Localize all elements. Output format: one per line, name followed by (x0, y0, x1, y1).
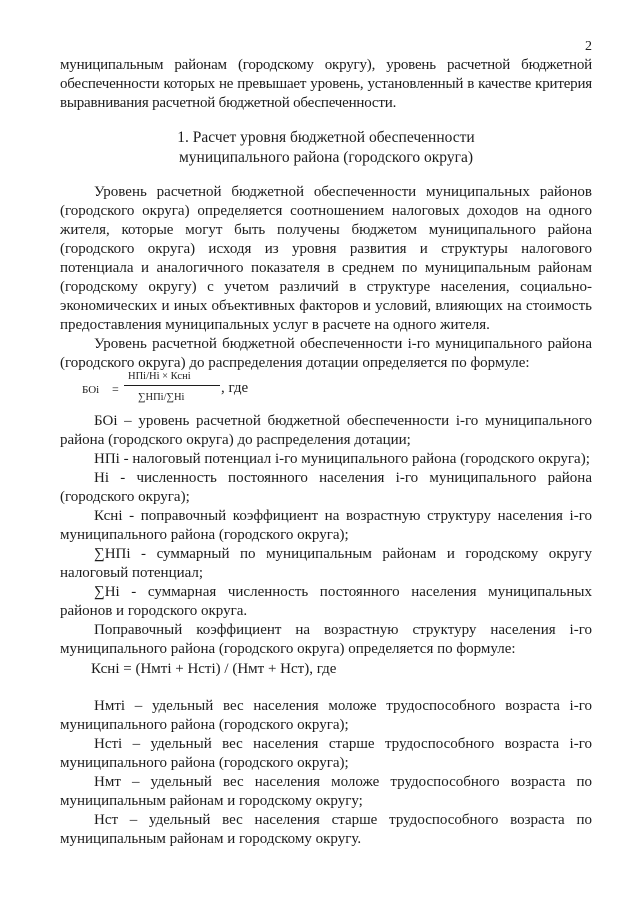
definition-item: Нмтi – удельный вес населения моложе трудоспособного возраста i-го муниципального района (городского округа); (60, 698, 592, 733)
page-number: 2 (585, 39, 592, 54)
formula-bo-numerator: НПi/Hi × Ксні (128, 371, 191, 382)
formula-bo-denominator: ∑НПi/∑Hi (138, 392, 185, 403)
intro-text: муниципальным районам (городскому округу), уровень расчетной бюджетной обеспеченности которых не превышает уровень, установленный в качестве критерия выравнивания расчетной бюджетной обеспеченности. (60, 57, 592, 111)
definition-item: Нi - численность постоянного населения i-го муниципального района (городского округа); (60, 470, 592, 505)
formula-bo-equals: = (112, 382, 119, 396)
definitions-list-1 (60, 412, 592, 659)
definition-item: Ксні - поправочный коэффициент на возрастную структуру населения i-го муниципального района (городского округа); (60, 508, 592, 543)
definition-item: НПi - налоговый потенциал i-го муниципального района (городского округа); (94, 451, 590, 467)
definition-item: ∑НПi - суммарный по муниципальным районам и городскому округу налоговый потенциал; (60, 546, 592, 581)
section-heading (60, 128, 592, 168)
paragraph-2: Уровень расчетной бюджетной обеспеченности i-го муниципального района (городского округа) до распределения дотации определяется по формуле: (60, 336, 592, 371)
definition-item: БОi – уровень расчетной бюджетной обеспеченности i-го муниципального района (городского округа) до распределения дотации; (60, 413, 592, 448)
section-heading-line2: муниципального района (городского округа) (179, 149, 473, 166)
definition-item: Нст – удельный вес населения старше трудоспособного возраста по муниципальным районам и городскому округу. (60, 812, 592, 847)
formula-bo (82, 367, 302, 409)
definition-item: Нмт – удельный вес населения моложе трудоспособного возраста по муниципальным районам и городскому округу; (60, 774, 592, 809)
definition-item: Нстi – удельный вес населения старше трудоспособного возраста i-го муниципального района (городского округа); (60, 736, 592, 771)
formula-ksn: Ксні = (Нмтi + Нстi) / (Нмт + Нст), где (91, 661, 337, 677)
body-paragraphs (60, 183, 592, 373)
section-heading-line1: 1. Расчет уровня бюджетной обеспеченности (177, 129, 475, 146)
definition-item: ∑Нi - суммарная численность постоянного населения муниципальных районов и городского округа. (60, 584, 592, 619)
intro-paragraph (60, 56, 592, 113)
formula-bo-lhs: БОi (82, 384, 100, 396)
formula-bo-suffix: , где (221, 380, 249, 396)
paragraph-3: Поправочный коэффициент на возрастную структуру населения i-го муниципального района (городского округа) определяется по формуле: (60, 622, 592, 657)
fraction-bar (124, 385, 220, 386)
paragraph-1: Уровень расчетной бюджетной обеспеченности муниципальных районов (городского округа) определяется соотношением налоговых доходов на одного жителя, которые могут быть получены бюджетом муниципального района (городского округа) исходя из уровня развития и структуры налогового потенциала и аналогичного показателя в среднем по муниципальным районам (городскому округу) с учетом различий в структуре населения, социально-экономических и иных объективных факторов и условий, влияющих на стоимость предоставления муниципальных услуг в расчете на одного жителя. (60, 184, 592, 333)
definitions-list-2 (60, 697, 592, 849)
